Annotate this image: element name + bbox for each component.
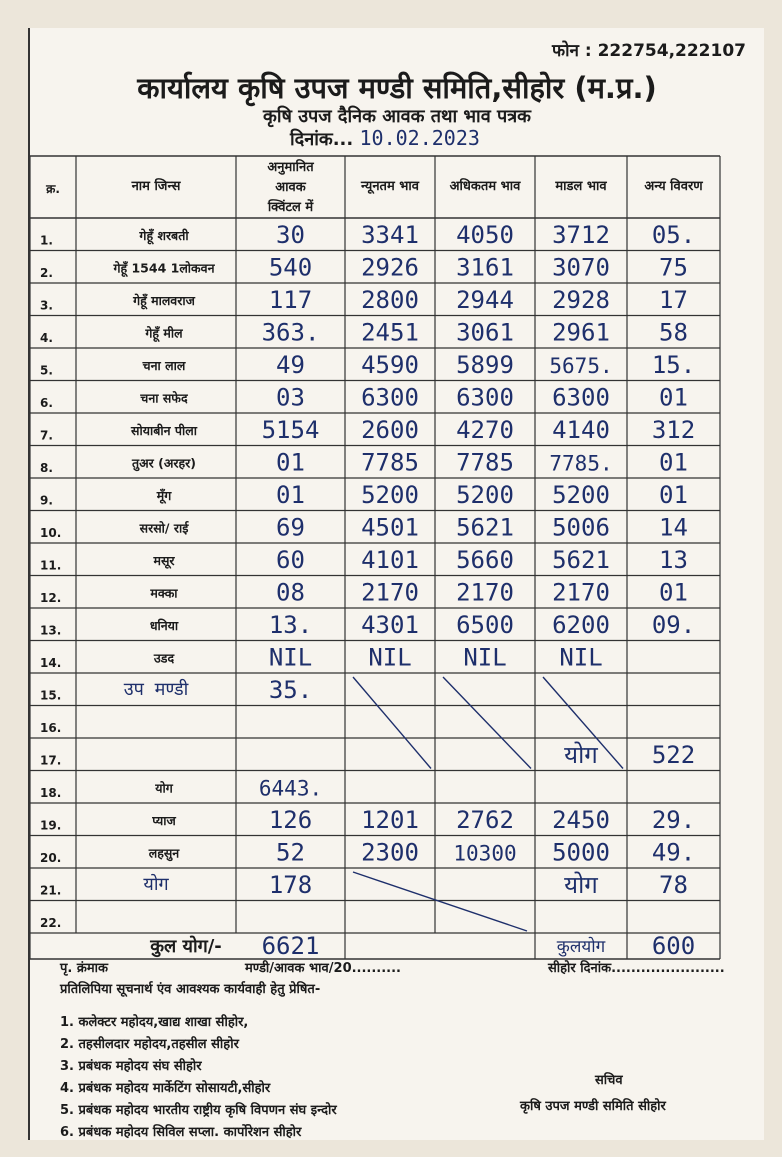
strike-line — [353, 872, 527, 931]
other-value: 78 — [659, 871, 688, 900]
row-commodity: गेहूँ मालवराज — [133, 293, 195, 309]
total-other-value: 600 — [651, 932, 696, 960]
reference-label: मण्डी/आवक भाव/20.......... — [245, 961, 402, 976]
other-value: 05. — [651, 221, 696, 250]
other-value: 14 — [659, 513, 688, 542]
total-model-label: कुलयोग — [556, 937, 606, 957]
model-rate-value: 5006 — [552, 513, 610, 542]
max-rate-value: 4270 — [456, 416, 514, 445]
arrival-value: NIL — [268, 643, 313, 672]
row-commodity: मक्का — [150, 585, 178, 601]
min-rate-value: 2451 — [361, 318, 419, 347]
min-rate-value: 4501 — [361, 513, 419, 542]
max-rate-value: 2170 — [456, 578, 514, 607]
arrival-value: 01 — [276, 481, 305, 510]
model-rate-value: 5621 — [552, 546, 610, 575]
min-rate-value: 5200 — [361, 481, 419, 510]
other-value: 15. — [651, 351, 696, 380]
max-rate-value: 2762 — [456, 806, 514, 835]
secretary-org: कृषि उपज मण्डी समिति सीहोर — [520, 1099, 666, 1114]
total-arrival-value: 6621 — [261, 932, 320, 960]
arrival-value: 13. — [268, 611, 313, 640]
max-rate-value: 5621 — [456, 513, 514, 542]
min-rate-value: NIL — [368, 643, 412, 672]
row-sr: 14. — [40, 656, 62, 670]
max-rate-value: 2944 — [456, 286, 514, 315]
row-commodity: मसूर — [153, 553, 175, 569]
arrival-value: 178 — [268, 871, 313, 900]
max-rate-value: 3161 — [456, 253, 514, 282]
row-sr: 1. — [40, 233, 53, 248]
model-rate-value: योग — [564, 871, 598, 900]
row-sr: 11. — [40, 558, 62, 573]
max-rate-value: 5660 — [456, 546, 514, 575]
max-rate-value: 6500 — [456, 611, 514, 640]
header-commodity: नाम जिन्स — [131, 179, 181, 194]
arrival-value: 60 — [276, 546, 305, 575]
min-rate-value: 2800 — [361, 286, 419, 315]
recipient-2: 2. तहसीलदार महोदय,तहसील सीहोर — [60, 1037, 239, 1052]
row-sr: 7. — [40, 428, 53, 443]
max-rate-value: 10300 — [453, 841, 517, 866]
model-rate-value: 2450 — [552, 806, 610, 835]
row-sr: 13. — [40, 623, 62, 638]
other-value: 312 — [651, 416, 696, 445]
model-rate-value: 2170 — [552, 578, 610, 607]
arrival-value: 01 — [276, 448, 305, 477]
serial-label: पृ. क्रंमाक — [60, 961, 108, 976]
max-rate-value: 6300 — [456, 383, 514, 412]
row-sr: 10. — [40, 526, 62, 540]
row-commodity: सरसो/ राई — [139, 520, 189, 536]
min-rate-value: 2600 — [361, 416, 419, 445]
other-value: 09. — [651, 611, 696, 640]
header-min-rate: न्यूनतम भाव — [360, 179, 420, 194]
arrival-value: 6443. — [258, 776, 323, 801]
arrival-value: 35. — [268, 676, 313, 705]
recipient-5: 5. प्रबंधक महोदय भारतीय राष्ट्रीय कृषि विपणन संघ इन्दोर — [60, 1103, 337, 1118]
model-rate-value: 3712 — [552, 221, 610, 250]
recipient-6: 6. प्रबंधक महोदय सिविल सप्ला. कार्पोरेशन सीहोर — [60, 1125, 302, 1140]
header-model-rate: माडल भाव — [555, 179, 607, 194]
total-label: कुल योग/- — [150, 936, 222, 957]
row-commodity-handwritten: योग — [143, 874, 169, 896]
min-rate-value: 2300 — [361, 838, 419, 867]
min-rate-value: 1201 — [361, 806, 419, 835]
model-rate-value: 3070 — [552, 253, 610, 282]
row-commodity: चना लाल — [142, 358, 186, 374]
min-rate-value: 6300 — [361, 383, 419, 412]
max-rate-value: 5899 — [456, 351, 514, 380]
row-sr: 6. — [40, 396, 53, 410]
header-arrival-line: क्विंटल में — [267, 200, 314, 215]
row-commodity: गेहूँ शरबती — [139, 228, 189, 244]
min-rate-value: 4590 — [361, 351, 419, 380]
arrival-value: 69 — [276, 513, 305, 542]
row-sr: 21. — [40, 883, 62, 898]
row-commodity: तुअर (अरहर) — [132, 455, 196, 471]
phone-number: फोन : 222754,222107 — [552, 41, 746, 61]
max-rate-value: NIL — [463, 643, 507, 672]
model-rate-value: NIL — [559, 643, 603, 672]
row-sr: 8. — [40, 461, 53, 475]
row-sr: 22. — [40, 916, 62, 930]
document-sheet — [28, 28, 764, 1140]
model-rate-value: 5000 — [552, 838, 610, 867]
date-value: 10.02.2023 — [359, 126, 480, 150]
arrival-value: 08 — [276, 578, 305, 607]
place-date-label: सीहोर दिनांक....................... — [548, 961, 725, 976]
other-value: 01 — [659, 383, 688, 412]
header-max-rate: अधिकतम भाव — [449, 179, 521, 194]
arrival-value: 363. — [261, 318, 320, 347]
row-commodity: धनिया — [149, 618, 179, 634]
model-rate-value: 5675. — [549, 354, 613, 379]
row-sr: 20. — [40, 851, 62, 865]
row-commodity: सोयाबीन पीला — [131, 423, 197, 439]
arrival-value: 52 — [276, 838, 305, 867]
other-value: 01 — [659, 578, 688, 607]
max-rate-value: 3061 — [456, 318, 514, 347]
max-rate-value: 4050 — [456, 221, 514, 250]
min-rate-value: 7785 — [361, 448, 419, 477]
other-value: 49. — [651, 838, 696, 867]
row-commodity-handwritten: उप मण्डी — [123, 679, 189, 701]
header-sr: क्र. — [46, 182, 60, 196]
row-commodity: गेहूँ 1544 1लोकवन — [113, 260, 215, 276]
row-commodity: योग — [155, 780, 173, 796]
arrival-value: 126 — [268, 806, 313, 835]
recipient-3: 3. प्रबंधक महोदय संघ सीहोर — [60, 1059, 202, 1074]
other-value: 58 — [659, 318, 688, 347]
row-commodity: गेहूँ मील — [145, 325, 183, 341]
row-sr: 2. — [40, 266, 53, 280]
date-label: दिनांक... — [290, 129, 354, 150]
model-rate-value: 2928 — [552, 286, 610, 315]
office-title: कार्यालय कृषि उपज मण्डी समिति,सीहोर (म.प्र.) — [137, 71, 657, 105]
model-rate-value: योग — [564, 741, 598, 770]
row-sr: 18. — [40, 786, 62, 800]
row-sr: 12. — [40, 591, 62, 605]
model-rate-value: 6200 — [552, 611, 610, 640]
min-rate-value: 4101 — [361, 546, 419, 575]
row-commodity: उडद — [153, 650, 175, 666]
strike-line — [443, 677, 531, 769]
row-sr: 16. — [40, 721, 62, 735]
recipient-1: 1. कलेक्टर महोदय,खाद्य शाखा सीहोर, — [60, 1015, 249, 1030]
secretary-label: सचिव — [595, 1073, 623, 1088]
max-rate-value: 5200 — [456, 481, 514, 510]
row-commodity: चना सफेद — [140, 390, 188, 406]
model-rate-value: 4140 — [552, 416, 610, 445]
model-rate-value: 7785. — [549, 451, 613, 476]
other-value: 29. — [651, 806, 696, 835]
arrival-value: 540 — [268, 253, 313, 282]
row-commodity: प्याज — [152, 813, 176, 829]
arrival-value: 03 — [276, 383, 305, 412]
min-rate-value: 4301 — [361, 611, 419, 640]
arrival-value: 5154 — [261, 416, 320, 445]
other-value: 17 — [659, 286, 688, 315]
document-subtitle: कृषि उपज दैनिक आवक तथा भाव पत्रक — [263, 106, 531, 127]
row-sr: 3. — [40, 298, 53, 313]
row-sr: 9. — [40, 493, 53, 508]
row-commodity: लहसुन — [148, 845, 180, 861]
recipient-4: 4. प्रबंधक महोदय मार्केटिंग सोसायटी,सीहोर — [60, 1081, 271, 1096]
copy-note: प्रतिलिपिया सूचनार्थ एंव आवश्यक कार्यवाही हेतु प्रेषित- — [60, 982, 321, 997]
header-arrival-line: अनुमानित — [267, 160, 314, 175]
other-value: 75 — [659, 253, 688, 282]
arrival-value: 30 — [276, 221, 305, 250]
max-rate-value: 7785 — [456, 448, 514, 477]
strike-line — [353, 677, 431, 769]
model-rate-value: 5200 — [552, 481, 610, 510]
row-sr: 5. — [40, 363, 53, 378]
other-value: 522 — [651, 741, 696, 770]
header-other: अन्य विवरण — [644, 179, 703, 194]
min-rate-value: 2170 — [361, 578, 419, 607]
row-commodity: मूँग — [156, 488, 172, 504]
header-arrival-line: आवक — [275, 180, 306, 195]
other-value: 13 — [659, 546, 688, 575]
row-sr: 19. — [40, 818, 62, 833]
model-rate-value: 2961 — [552, 318, 610, 347]
row-sr: 15. — [40, 688, 62, 703]
other-value: 01 — [659, 448, 688, 477]
row-sr: 4. — [40, 331, 53, 345]
arrival-value: 49 — [276, 351, 305, 380]
arrival-value: 117 — [268, 286, 313, 315]
min-rate-value: 3341 — [361, 221, 419, 250]
other-value: 01 — [659, 481, 688, 510]
row-sr: 17. — [40, 753, 62, 768]
min-rate-value: 2926 — [361, 253, 419, 282]
model-rate-value: 6300 — [552, 383, 610, 412]
